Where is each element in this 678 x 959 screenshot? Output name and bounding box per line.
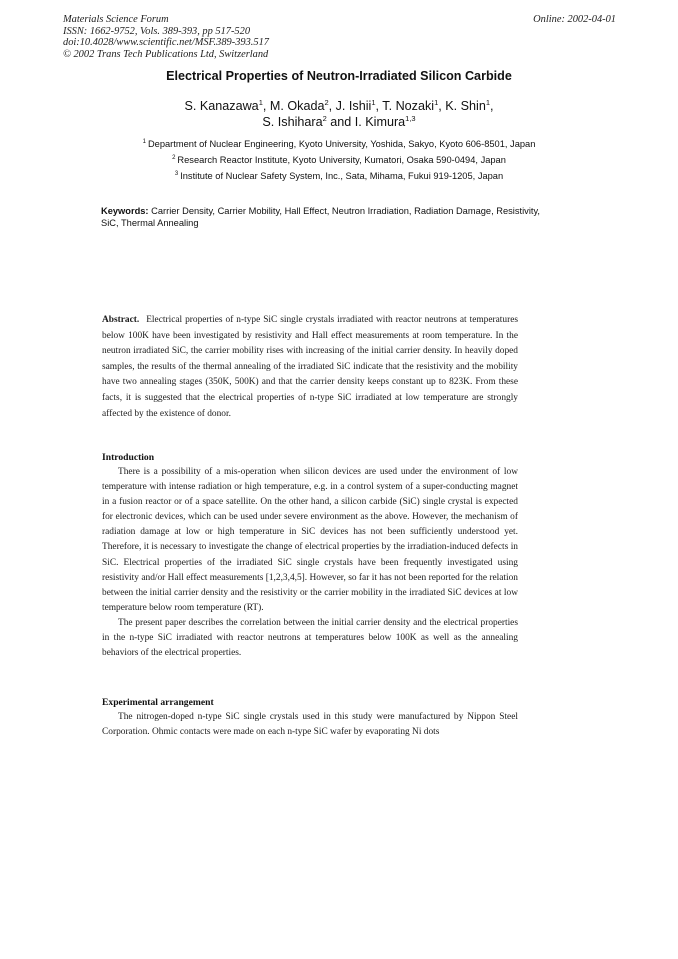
author-name: M. Okada (269, 99, 325, 113)
keywords-text: Carrier Density, Carrier Mobility, Hall Effect, Neutron Irradiation, Radiation Damage, Resistivity, SiC, Thermal Annealing (101, 206, 541, 229)
introduction-body (102, 465, 518, 661)
author-line-1 (0, 98, 678, 114)
copyright-line: © 2002 Trans Tech Publications Ltd, Switzerland (63, 48, 269, 60)
keywords (101, 205, 541, 230)
affiliation-text: Department of Nuclear Engineering, Kyoto University, Yoshida, Sakyo, Kyoto 606-8501, Japan (147, 139, 536, 149)
author-separator: , (262, 99, 270, 113)
abstract-label: Abstract. (102, 315, 140, 325)
author-affiliation-mark: 1 (434, 98, 439, 107)
author-line-2 (0, 114, 678, 130)
author-separator: and (326, 115, 355, 129)
author-name: T. Nozaki (382, 99, 435, 113)
doi-line: doi:10.4028/www.scientific.net/MSF.389-393.517 (63, 37, 269, 49)
keywords-label: Keywords: (101, 206, 149, 216)
author-name: S. Ishihara (262, 115, 323, 129)
author-name: J. Ishii (335, 99, 372, 113)
introduction-paragraph-2: The present paper describes the correlation between the initial carrier density and the electrical properties in the n-type SiC irradiated with reactor neutrons at temperatures below 100K as well as the annealing behaviors of the electrical properties. (102, 617, 518, 659)
author-affiliation-mark: 1 (485, 98, 491, 107)
author-affiliation-mark: 2 (322, 114, 327, 123)
experimental-paragraph-1: The nitrogen-doped n-type SiC single crystals used in this study were manufactured by Nippon Steel Corporation. Ohmic contacts were made on each n-type SiC wafer by evaporating Ni dots (102, 712, 518, 738)
author-affiliation-mark: 1,3 (405, 114, 416, 123)
author-affiliation-mark: 1 (258, 98, 263, 107)
affiliation-number: 2 (172, 155, 176, 161)
author-name: S. Kanazawa (184, 99, 259, 113)
author-name: K. Shin (445, 99, 486, 113)
author-separator: , (490, 99, 494, 113)
experimental-heading: Experimental arrangement (102, 697, 214, 708)
introduction-heading: Introduction (102, 452, 155, 463)
affiliation-3 (0, 171, 678, 181)
author-separator: , (328, 99, 336, 113)
affiliation-text: Institute of Nuclear Safety System, Inc., Sata, Mihama, Fukui 919-1205, Japan (180, 171, 504, 181)
author-affiliation-mark: 1 (371, 98, 376, 107)
online-date: Online: 2002-04-01 (533, 14, 616, 25)
journal-name: Materials Science Forum (63, 14, 169, 25)
author-affiliation-mark: 2 (324, 98, 329, 107)
author-name: I. Kimura (354, 115, 406, 129)
journal-header (63, 14, 269, 60)
affiliation-2 (0, 155, 678, 165)
paper-title: Electrical Properties of Neutron-Irradiated Silicon Carbide (166, 69, 512, 83)
author-separator: , (375, 99, 383, 113)
author-separator: , (438, 99, 446, 113)
experimental-body (102, 710, 518, 740)
affiliation-number: 3 (174, 171, 179, 177)
author-list (0, 98, 678, 130)
abstract (102, 313, 518, 422)
introduction-paragraph-1: There is a possibility of a mis-operation when silicon devices are used under the environment of low temperature with intense radiation or high temperature, e.g. in a control system of a super-conducting magnet in a fusion reactor or of a space satellite. On the other hand, a silicon carbide (SiC) single crystal is expected for electronic devices, which can be used under severe environment as the above. However, the mechanism of radiation damage at low or high temperature in SiC devices has not been sufficiently understood yet. Therefore, it is necessary to investigate the change of electrical properties by the irradiation-induced defects in SiC. Electrical properties of the irradiated SiC single crystals have been frequently investigated using resistivity and/or Hall effect measurements [1,2,3,4,5]. However, so far it has not been reported for the relation between the initial carrier density and the resistivity or the carrier mobility in the irradiated SiC devices at low temperature below room temperature (RT). (102, 467, 518, 613)
affiliation-1 (0, 139, 678, 149)
affiliation-number: 1 (142, 139, 146, 145)
issn-line: ISSN: 1662-9752, Vols. 389-393, pp 517-520 (63, 25, 251, 37)
abstract-text: Electrical properties of n-type SiC single crystals irradiated with reactor neutrons at temperatures below 100K have been investigated by resistivity and Hall effect measurements at room temperature. In the neutron irradiated SiC, the carrier mobility rises with increasing of the initial carrier density. In heavily doped samples, the results of the thermal annealing of the irradiated SiC indicate that the resistivity and the mobility have two annealing stages (350K, 500K) and that the carrier density keeps constant up to 823K. From these facts, it is suggested that the electrical properties of n-type SiC irradiated at low temperature are strongly affected by the existence of donor. (102, 315, 519, 419)
affiliation-text: Research Reactor Institute, Kyoto University, Kumatori, Osaka 590-0494, Japan (177, 155, 506, 165)
